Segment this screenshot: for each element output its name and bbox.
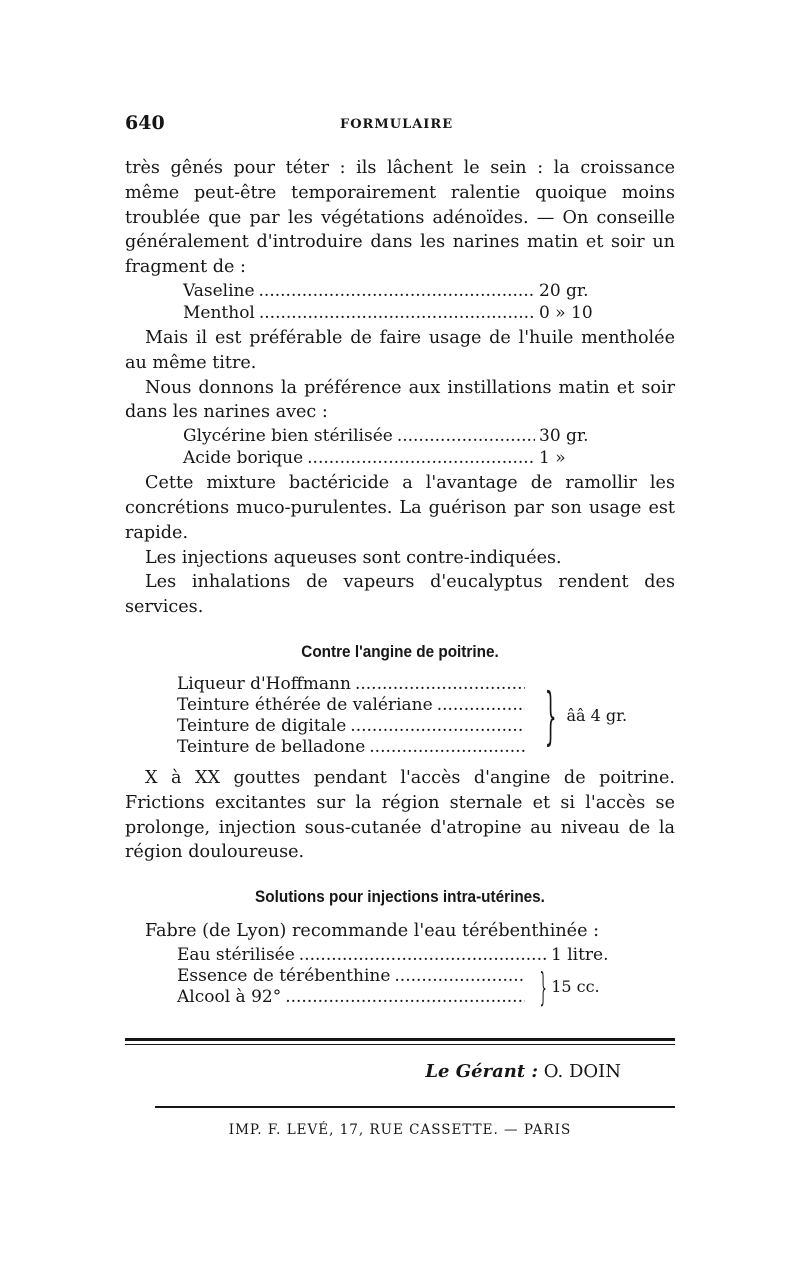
ingredient-quantity: 0 » 10 — [539, 302, 593, 323]
prescription-line — [177, 944, 617, 966]
prescription-line — [183, 280, 613, 302]
brace-symbol: } — [539, 964, 547, 1009]
ingredient-name: Teinture de digitale — [177, 715, 347, 736]
prescription-line — [177, 987, 529, 1008]
leader-dots — [259, 280, 535, 302]
ingredient-quantity: 1 litre. — [551, 944, 609, 965]
leader-dots — [369, 737, 525, 758]
prescription-glycerine — [183, 425, 613, 469]
section-heading: Solutions pour injections intra-utérines. — [255, 887, 545, 907]
paragraph: Fabre (de Lyon) recommande l'eau térébenthinée : — [145, 921, 600, 942]
ingredient-name: Acide borique — [183, 448, 304, 469]
printer-imprint: IMP. F. LEVÉ, 17, RUE CASSETTE. — PARIS — [228, 1121, 572, 1138]
gerant-line — [125, 1061, 621, 1082]
paragraph: Cette mixture bactéricide a l'avantage de ramollir les concrétions muco-purulentes. La guérison par son usage est rapide. — [125, 473, 675, 543]
ingredient-quantity: 1 » — [539, 448, 566, 469]
ingredient-name: Teinture éthérée de valériane — [177, 694, 433, 715]
prescription-line — [177, 966, 529, 987]
ingredient-quantity: 20 gr. — [539, 280, 589, 301]
prescription-line — [177, 674, 529, 695]
leader-dots — [437, 695, 525, 716]
ingredient-quantity: 30 gr. — [539, 426, 589, 447]
leader-dots — [299, 944, 547, 966]
paragraph: Nous donnons la préférence aux instillations matin et soir dans les narines avec : — [125, 377, 675, 423]
gerant-label: Le Gérant : — [425, 1060, 539, 1082]
gerant-name: O. DOIN — [543, 1060, 621, 1082]
prescription-vaseline-menthol — [183, 280, 613, 324]
ingredient-name: Menthol — [183, 302, 255, 323]
ingredient-name: Essence de térébenthine — [177, 965, 391, 986]
prescription-turpentine — [177, 966, 675, 1008]
divider-rule — [155, 1106, 675, 1108]
group-quantity: 15 cc. — [551, 977, 600, 997]
prescription-line — [177, 737, 529, 758]
prescription-line — [183, 302, 613, 324]
prescription-line — [183, 447, 613, 469]
paragraph: Les inhalations de vapeurs d'eucalyptus rendent des services. — [125, 572, 675, 618]
ingredient-name: Liqueur d'Hoffmann — [177, 673, 351, 694]
divider-rule — [125, 1044, 675, 1045]
leader-dots — [350, 716, 525, 737]
ingredient-name: Eau stérilisée — [177, 944, 295, 965]
paragraph: Les injections aqueuses sont contre-indiquées. — [145, 547, 562, 568]
prescription-line — [183, 425, 613, 447]
running-title: FORMULAIRE — [340, 117, 454, 132]
section-heading: Contre l'angine de poitrine. — [301, 641, 499, 661]
ingredient-name: Teinture de belladone — [177, 736, 366, 757]
paragraph: Mais il est préférable de faire usage de l'huile mentholée au même titre. — [125, 327, 675, 373]
divider-rule — [125, 1038, 675, 1041]
group-quantity: ââ 4 gr. — [566, 706, 628, 726]
paragraph: très gênés pour téter : ils lâchent le sein : la croissance même peut-être temporairement ralentie quoique moins troublée que par les végétations adénoïdes. — On conseille généralement d'introduire dans les narines matin et soir un fragment de : — [125, 158, 675, 278]
leader-dots — [259, 302, 535, 324]
ingredient-name: Glycérine bien stérilisée — [183, 426, 393, 447]
prescription-line — [177, 695, 529, 716]
leader-dots — [307, 447, 535, 469]
page-header — [125, 112, 675, 138]
ingredient-list — [177, 966, 529, 1008]
page — [125, 112, 675, 1138]
ingredient-list — [177, 674, 529, 758]
paragraph: X à XX gouttes pendant l'accès d'angine de poitrine. Frictions excitantes sur la région sternale et si l'accès se prolonge, injection sous-cutanée d'atropine au niveau de la région douloureuse. — [125, 767, 675, 863]
brace-symbol: } — [544, 678, 557, 752]
prescription-line — [177, 716, 529, 737]
leader-dots — [394, 966, 525, 987]
leader-dots — [397, 425, 535, 447]
page-number: 640 — [125, 112, 165, 134]
ingredient-name: Vaseline — [183, 280, 255, 301]
leader-dots — [285, 987, 525, 1008]
ingredient-name: Alcool à 92° — [177, 986, 282, 1007]
prescription-water — [177, 944, 617, 966]
leader-dots — [355, 674, 525, 695]
prescription-angina — [177, 674, 675, 758]
